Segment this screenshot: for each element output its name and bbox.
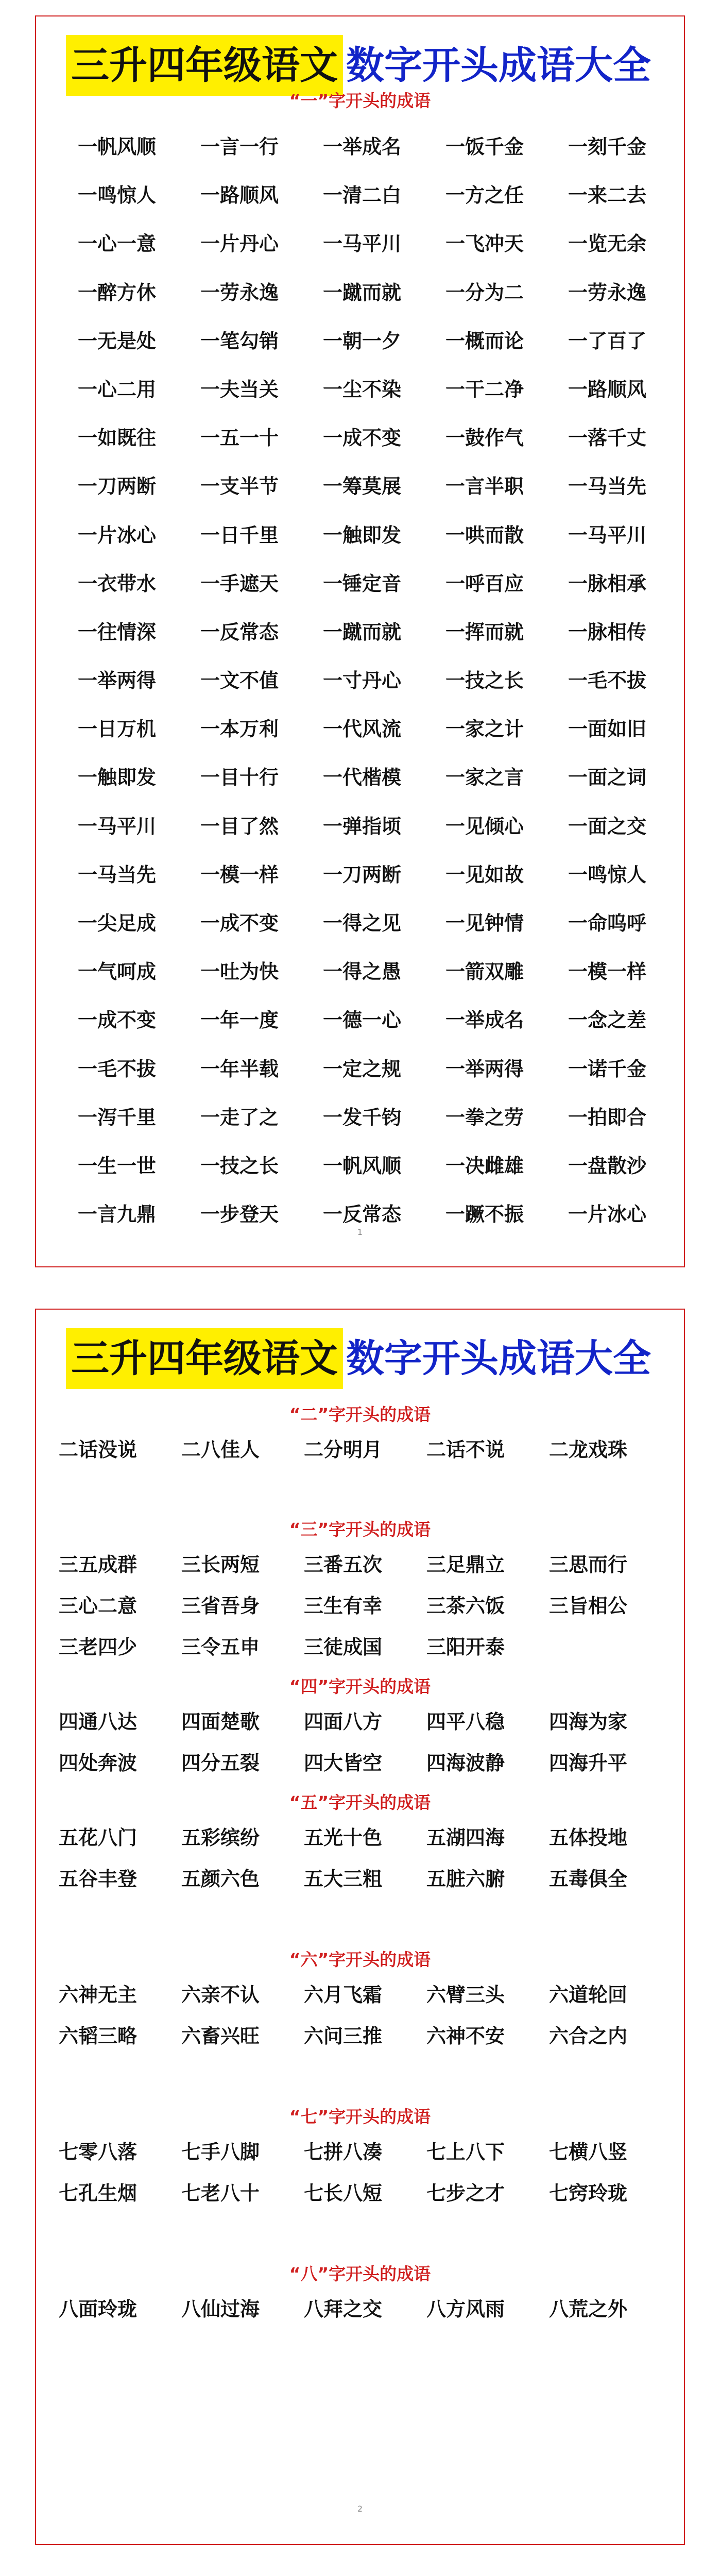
idiom-item: 一哄而散 — [445, 523, 524, 547]
idiom-grid — [56, 2131, 668, 2214]
section-title: “七”字开头的成语 — [289, 2107, 431, 2127]
idiom-item: 一方之任 — [445, 184, 524, 207]
idiom-item: 一成不变 — [200, 912, 279, 935]
idiom-item: 六臂三头 — [426, 1984, 505, 2006]
idiom-item: 一毛不拔 — [568, 669, 646, 692]
idiom-item: 一诺千金 — [568, 1057, 646, 1080]
section-title: “五”字开头的成语 — [289, 1792, 431, 1812]
idiom-item: 二话没说 — [59, 1438, 138, 1461]
section-title: “八”字开头的成语 — [289, 2264, 431, 2284]
idiom-item: 四平八稳 — [426, 1710, 505, 1733]
idiom-item: 一家之计 — [445, 718, 524, 741]
idiom-item: 一饭千金 — [445, 135, 524, 158]
idiom-item: 一触即发 — [322, 523, 401, 547]
idiom-item: 一面如旧 — [568, 718, 646, 741]
idiom-item: 七孔生烟 — [59, 2182, 138, 2205]
header-title-part2: 数字开头成语大全 — [346, 43, 651, 88]
page-number: 2 — [357, 2504, 363, 2514]
idiom-item: 一马平川 — [322, 232, 401, 256]
idiom-item: 一目十行 — [200, 766, 279, 789]
idiom-item: 一反常态 — [322, 1203, 401, 1226]
idiom-item: 一五一十 — [200, 427, 279, 450]
idiom-item: 一劳永逸 — [200, 281, 279, 304]
idiom-grid — [56, 1544, 668, 1668]
idiom-item: 一发千钧 — [322, 1106, 401, 1129]
idiom-item: 一言九鼎 — [77, 1203, 156, 1226]
idiom-grid — [56, 1701, 668, 1784]
idiom-item: 一马当先 — [568, 475, 646, 498]
header-title-part1: 三升四年级语文 — [66, 1328, 343, 1389]
idiom-item: 一见钟情 — [445, 912, 524, 935]
idiom-item: 一气呵成 — [77, 960, 156, 984]
page-header — [36, 1328, 684, 1389]
idiom-item: 一挥而就 — [445, 620, 524, 643]
idiom-item: 一年半载 — [200, 1057, 279, 1080]
idiom-item: 三茶六饭 — [426, 1595, 505, 1617]
idiom-item: 八方风雨 — [426, 2298, 505, 2320]
idiom-grid — [56, 1817, 668, 1900]
idiom-item: 一言半职 — [445, 475, 524, 498]
idiom-item: 五大三粗 — [304, 1868, 383, 1890]
idiom-item: 八面玲珑 — [59, 2298, 138, 2320]
idiom-item: 一寸丹心 — [322, 669, 401, 692]
idiom-item: 一筹莫展 — [322, 475, 401, 498]
page-number: 1 — [357, 1227, 363, 1237]
idiom-item: 一举成名 — [322, 135, 401, 158]
idiom-item: 四海升平 — [549, 1752, 628, 1774]
idiom-item: 一如既往 — [77, 427, 156, 450]
idiom-item: 一模一样 — [200, 863, 279, 886]
worksheet-page-1 — [35, 15, 685, 1267]
idiom-item: 三足鼎立 — [426, 1553, 505, 1576]
idiom-item: 一盘散沙 — [568, 1154, 646, 1177]
idiom-item: 一心一意 — [77, 232, 156, 256]
idiom-item: 一家之言 — [445, 766, 524, 789]
idiom-item: 六亲不认 — [181, 1984, 260, 2006]
idiom-item: 一往情深 — [77, 620, 156, 643]
page-header — [36, 35, 684, 96]
idiom-item: 一蹶不振 — [445, 1203, 524, 1226]
idiom-item: 一面之交 — [568, 815, 646, 838]
idiom-item: 一了百了 — [568, 329, 646, 352]
idiom-item: 二分明月 — [304, 1438, 383, 1461]
idiom-item: 一泻千里 — [77, 1106, 156, 1129]
idiom-item: 一夫当关 — [200, 378, 279, 401]
idiom-item: 一来二去 — [568, 184, 646, 207]
idiom-item: 一马平川 — [568, 523, 646, 547]
idiom-item: 一落千丈 — [568, 427, 646, 450]
worksheet-page-2 — [35, 1309, 685, 2545]
idiom-item: 六月飞霜 — [304, 1984, 383, 2006]
idiom-item: 七老八十 — [181, 2182, 260, 2205]
idiom-item: 一见如故 — [445, 863, 524, 886]
idiom-item: 四面八方 — [304, 1710, 383, 1733]
idiom-item: 一心二用 — [77, 378, 156, 401]
idiom-item: 一箭双雕 — [445, 960, 524, 984]
idiom-item: 三旨相公 — [549, 1595, 628, 1617]
idiom-item: 一片冰心 — [77, 523, 156, 547]
idiom-item: 一毛不拔 — [77, 1057, 156, 1080]
idiom-item: 二八佳人 — [181, 1438, 260, 1461]
idiom-item: 一帆风顺 — [77, 135, 156, 158]
idiom-item: 一技之长 — [445, 669, 524, 692]
idiom-item: 三长两短 — [181, 1553, 260, 1576]
idiom-item: 三省吾身 — [181, 1595, 260, 1617]
idiom-item: 一走了之 — [200, 1106, 279, 1129]
idiom-item: 一片冰心 — [568, 1203, 646, 1226]
idiom-item: 一清二白 — [322, 184, 401, 207]
idiom-item: 三令五申 — [181, 1636, 260, 1658]
idiom-item: 一代风流 — [322, 718, 401, 741]
idiom-item: 一得之愚 — [322, 960, 401, 984]
idiom-item: 七步之才 — [426, 2182, 505, 2205]
idiom-item: 一面之词 — [568, 766, 646, 789]
idiom-item: 一分为二 — [445, 281, 524, 304]
idiom-item: 一支半节 — [200, 475, 279, 498]
idiom-item: 一片丹心 — [200, 232, 279, 256]
idiom-grid — [56, 123, 668, 1239]
idiom-item: 七上八下 — [426, 2141, 505, 2163]
idiom-item: 一技之长 — [200, 1154, 279, 1177]
idiom-item: 一决雌雄 — [445, 1154, 524, 1177]
header-title-part2: 数字开头成语大全 — [346, 1336, 651, 1381]
idiom-item: 一马平川 — [77, 815, 156, 838]
idiom-item: 二龙戏珠 — [549, 1438, 628, 1461]
idiom-item: 一锤定音 — [322, 572, 401, 595]
idiom-item: 一触即发 — [77, 766, 156, 789]
idiom-item: 一脉相承 — [568, 572, 646, 595]
idiom-item: 八荒之外 — [549, 2298, 628, 2320]
idiom-item: 二话不说 — [426, 1438, 505, 1461]
idiom-item: 一刻千金 — [568, 135, 646, 158]
idiom-item: 七拼八凑 — [304, 2141, 383, 2163]
idiom-item: 四处奔波 — [59, 1752, 138, 1774]
section-title: “二”字开头的成语 — [289, 1404, 431, 1425]
idiom-item: 三思而行 — [549, 1553, 628, 1576]
idiom-item: 五毒俱全 — [549, 1868, 628, 1890]
idiom-item: 一刀两断 — [77, 475, 156, 498]
idiom-item: 一劳永逸 — [568, 281, 646, 304]
idiom-item: 一成不变 — [322, 427, 401, 450]
idiom-item: 一反常态 — [200, 620, 279, 643]
idiom-item: 五湖四海 — [426, 1826, 505, 1849]
idiom-item: 一醉方休 — [77, 281, 156, 304]
idiom-item: 一德一心 — [322, 1009, 401, 1032]
idiom-item: 一得之见 — [322, 912, 401, 935]
idiom-item: 一文不值 — [200, 669, 279, 692]
header-title-part1: 三升四年级语文 — [66, 35, 343, 96]
idiom-item: 一举成名 — [445, 1009, 524, 1032]
idiom-item: 一马当先 — [77, 863, 156, 886]
idiom-item: 七手八脚 — [181, 2141, 260, 2163]
idiom-item: 一拳之劳 — [445, 1106, 524, 1129]
idiom-item: 三五成群 — [59, 1553, 138, 1576]
idiom-item: 六韬三略 — [59, 2025, 138, 2047]
idiom-item: 四分五裂 — [181, 1752, 260, 1774]
idiom-item: 七零八落 — [59, 2141, 138, 2163]
idiom-item: 五谷丰登 — [59, 1868, 138, 1890]
section-title: “三”字开头的成语 — [289, 1519, 431, 1539]
idiom-item: 一拍即合 — [568, 1106, 646, 1129]
idiom-item: 四海为家 — [549, 1710, 628, 1733]
idiom-item: 一年一度 — [200, 1009, 279, 1032]
idiom-item: 一尘不染 — [322, 378, 401, 401]
idiom-item: 一鸣惊人 — [568, 863, 646, 886]
idiom-item: 四海波静 — [426, 1752, 505, 1774]
idiom-item: 一蹴而就 — [322, 620, 401, 643]
idiom-item: 一本万利 — [200, 718, 279, 741]
idiom-item: 四通八达 — [59, 1710, 138, 1733]
idiom-item: 三老四少 — [59, 1636, 138, 1658]
idiom-item: 一言一行 — [200, 135, 279, 158]
idiom-item: 一鸣惊人 — [77, 184, 156, 207]
idiom-item: 五光十色 — [304, 1826, 383, 1849]
idiom-item: 一日千里 — [200, 523, 279, 547]
idiom-item: 一笔勾销 — [200, 329, 279, 352]
idiom-item: 一干二净 — [445, 378, 524, 401]
idiom-grid — [56, 1429, 668, 1470]
idiom-item: 七窍玲珑 — [549, 2182, 628, 2205]
idiom-item: 六道轮回 — [549, 1984, 628, 2006]
idiom-item: 六畜兴旺 — [181, 2025, 260, 2047]
idiom-item: 一脉相传 — [568, 620, 646, 643]
idiom-item: 一路顺风 — [200, 184, 279, 207]
idiom-item: 一呼百应 — [445, 572, 524, 595]
idiom-grid — [56, 1974, 668, 2057]
idiom-item: 一定之规 — [322, 1057, 401, 1080]
idiom-item: 六问三推 — [304, 2025, 383, 2047]
idiom-item: 一举两得 — [445, 1057, 524, 1080]
idiom-item: 四面楚歌 — [181, 1710, 260, 1733]
idiom-item: 一步登天 — [200, 1203, 279, 1226]
idiom-item: 一无是处 — [77, 329, 156, 352]
idiom-item: 六合之内 — [549, 2025, 628, 2047]
idiom-item: 一路顺风 — [568, 378, 646, 401]
idiom-item: 一览无余 — [568, 232, 646, 256]
section-title: “四”字开头的成语 — [289, 1676, 431, 1697]
idiom-item: 一成不变 — [77, 1009, 156, 1032]
idiom-item: 一模一样 — [568, 960, 646, 984]
idiom-grid — [56, 2289, 668, 2330]
idiom-item: 三心二意 — [59, 1595, 138, 1617]
idiom-item: 五彩缤纷 — [181, 1826, 260, 1849]
idiom-item: 一尖足成 — [77, 912, 156, 935]
idiom-item: 一日万机 — [77, 718, 156, 741]
section-title: “六”字开头的成语 — [289, 1950, 431, 1970]
idiom-item: 一弹指顷 — [322, 815, 401, 838]
idiom-item: 三生有幸 — [304, 1595, 383, 1617]
idiom-item: 三番五次 — [304, 1553, 383, 1576]
idiom-item: 一目了然 — [200, 815, 279, 838]
idiom-item: 一生一世 — [77, 1154, 156, 1177]
idiom-item: 一手遮天 — [200, 572, 279, 595]
idiom-item: 一衣带水 — [77, 572, 156, 595]
idiom-item: 六神不安 — [426, 2025, 505, 2047]
idiom-item: 五体投地 — [549, 1826, 628, 1849]
idiom-item: 一概而论 — [445, 329, 524, 352]
idiom-item: 五颜六色 — [181, 1868, 260, 1890]
idiom-item: 一念之差 — [568, 1009, 646, 1032]
idiom-item: 五脏六腑 — [426, 1868, 505, 1890]
idiom-item: 一刀两断 — [322, 863, 401, 886]
idiom-item: 七长八短 — [304, 2182, 383, 2205]
section-title: “一”字开头的成语 — [289, 91, 431, 111]
idiom-item: 一鼓作气 — [445, 427, 524, 450]
idiom-item: 一飞冲天 — [445, 232, 524, 256]
idiom-item: 六神无主 — [59, 1984, 138, 2006]
idiom-item: 一帆风顺 — [322, 1154, 401, 1177]
idiom-item: 八仙过海 — [181, 2298, 260, 2320]
idiom-item: 三阳开泰 — [426, 1636, 505, 1658]
idiom-item: 一举两得 — [77, 669, 156, 692]
idiom-item: 一蹴而就 — [322, 281, 401, 304]
idiom-item: 一朝一夕 — [322, 329, 401, 352]
idiom-item: 四大皆空 — [304, 1752, 383, 1774]
idiom-item: 五花八门 — [59, 1826, 138, 1849]
idiom-item: 三徒成国 — [304, 1636, 383, 1658]
idiom-item: 一见倾心 — [445, 815, 524, 838]
idiom-item: 七横八竖 — [549, 2141, 628, 2163]
idiom-item: 八拜之交 — [304, 2298, 383, 2320]
idiom-item: 一命呜呼 — [568, 912, 646, 935]
idiom-item: 一代楷模 — [322, 766, 401, 789]
idiom-item: 一吐为快 — [200, 960, 279, 984]
